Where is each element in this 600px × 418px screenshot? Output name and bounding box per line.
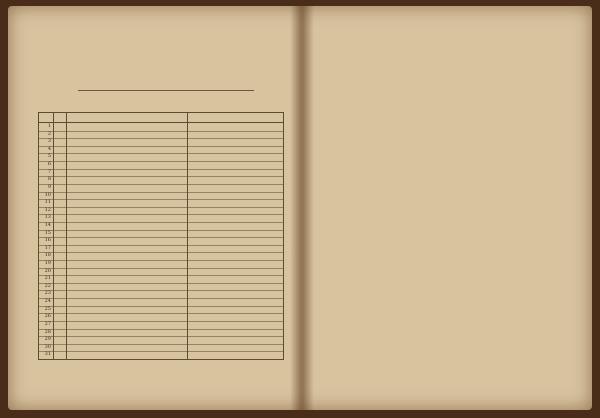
calendar-day-number: 25 xyxy=(44,305,51,312)
calendar-day-number: 8 xyxy=(47,176,51,183)
calendar-day-number: 16 xyxy=(44,237,51,244)
calendar-day-number: 5 xyxy=(47,153,51,160)
calendar-day-number: 4 xyxy=(47,145,51,152)
calendar-day-number: 21 xyxy=(44,275,51,282)
calendar-day-number: 6 xyxy=(47,161,51,168)
calendar-day-number: 26 xyxy=(44,313,51,320)
calendar-day-number: 11 xyxy=(44,199,51,206)
calendar-day-number: 30 xyxy=(44,343,51,350)
calendar-day-number: 12 xyxy=(44,206,51,213)
calendar-day-number: 17 xyxy=(44,244,51,251)
calendar-day-number: 27 xyxy=(44,320,51,327)
right-page xyxy=(302,6,592,410)
calendar-memo xyxy=(190,123,280,357)
open-book xyxy=(8,6,592,410)
calendar-day-number: 18 xyxy=(44,252,51,259)
calendar-day-number: 13 xyxy=(44,214,51,221)
calendar-day-number: 15 xyxy=(44,229,51,236)
calendar-day-number: 3 xyxy=(47,138,51,145)
calendar-day-number: 19 xyxy=(44,260,51,267)
calendar-day-number: 22 xyxy=(44,282,51,289)
calendar-day-number: 20 xyxy=(44,267,51,274)
calendar-table xyxy=(38,112,284,360)
calendar-day-number: 24 xyxy=(44,298,51,305)
calendar-day-number: 9 xyxy=(47,183,51,190)
calendar-day-number: 31 xyxy=(44,351,51,358)
calendar-day-number: 28 xyxy=(44,328,51,335)
calendar-day-number: 29 xyxy=(44,336,51,343)
calendar-header-row xyxy=(39,113,283,123)
left-page xyxy=(8,6,300,410)
calendar-day-number: 2 xyxy=(47,130,51,137)
calendar-day-number: 23 xyxy=(44,290,51,297)
calendar-day-number: 14 xyxy=(44,221,51,228)
calendar-day-number: 10 xyxy=(44,191,51,198)
article-body xyxy=(336,30,572,374)
calendar-day-number: 7 xyxy=(47,168,51,175)
calendar-day-number: 1 xyxy=(47,123,51,129)
title-underline xyxy=(78,90,254,91)
